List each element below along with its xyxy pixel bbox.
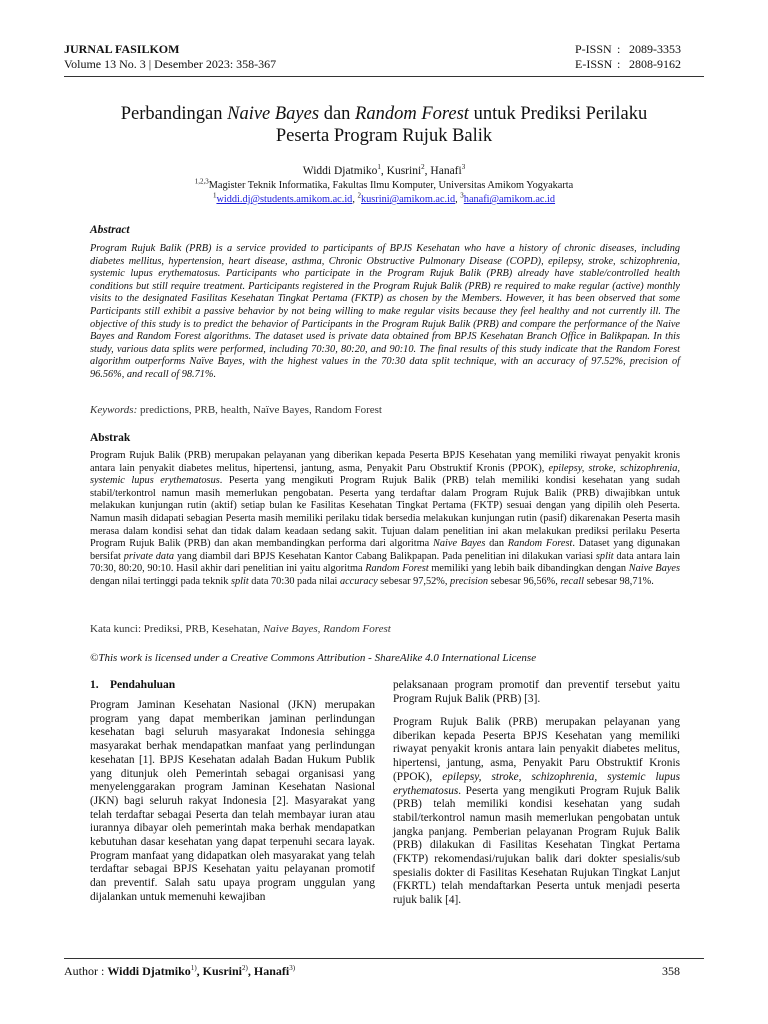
keywords-id (90, 623, 680, 636)
intro-left-column: Program Jaminan Kesehatan Nasional (JKN) merupakan program yang dapat memberikan jaminan perlindungan kesehatan bagi seluruh masyarakat Indonesia sehingga masyarakat berhak mendapatkan manfaat yang perlindungan kesehatan [1]. BPJS Kesehatan adalah Badan Hukum Publik yang ditunjuk oleh Pemerintah sebagai organisasi yang menyelenggarakan program Jaminan Kesehatan Nasional (JKN) bagi seluruh rakyat Indonesia [2]. Masyarakat yang telah terdaftar sebagai Peserta dan telah membayar iuran atau iurannya dibayar oleh pemerintah maka berhak mendapatkan kebutuhan dasar kesehatan yang dapat terpenuhi secara layak. Program manfaat yang didapatkan oleh masyarakat yang telah terdaftar sebagai BPJS Kesehatan yaitu pelayanan promotif dan preventif. Salah satu upaya program unggulan yang dijalankan untuk memenuhi kewajiban (90, 699, 375, 903)
author-list (64, 164, 704, 178)
abstrak-text: accuracy (339, 575, 378, 587)
author-sup: 2 (421, 163, 425, 172)
abstrak-text: private data (123, 550, 175, 562)
intro-heading (90, 679, 175, 691)
abstrak-text: dan (485, 538, 508, 550)
footer-author: , Hanafi (247, 964, 290, 978)
title-part: Random Forest (355, 104, 469, 124)
paper-title (64, 103, 704, 147)
affiliation (64, 179, 704, 192)
intro-right-para-1: pelaksanaan program promotif dan preventif tersebut yaitu Program Rujuk Balik (PRB) [3]. (393, 679, 680, 705)
abstract-heading: Abstract (90, 224, 130, 236)
abstrak-text: data 70:30 pada nilai (248, 575, 340, 587)
footer-divider (64, 958, 704, 959)
footer-author-label: Author : (64, 964, 108, 978)
footer-author: Widdi Djatmiko (107, 964, 191, 978)
abstrak-text: . Dataset yang digunakan bersifat (90, 538, 680, 562)
page-number: 358 (662, 964, 680, 978)
pissn-colon: : (617, 42, 621, 56)
abstrak-text: Random Forest (365, 563, 429, 575)
intro-text: epilepsy, stroke, schizophrenia, systemic lupus erythematosus (393, 770, 680, 797)
keywords-en (90, 404, 680, 417)
footer-sup: 3) (289, 964, 296, 972)
section-number: 1. (90, 679, 99, 691)
author-sup: 1 (377, 163, 381, 172)
email-sup: 3 (460, 191, 464, 200)
abstrak-text: memiliki yang lebih baik dibandingkan dengan (428, 563, 629, 575)
email-link-2[interactable]: kusrini@amikom.ac.id (361, 194, 456, 205)
email-sup: 2 (357, 191, 361, 200)
abstrak-text: Naive Bayes (433, 538, 486, 550)
section-title: Pendahuluan (110, 679, 176, 691)
license-notice: ©This work is licensed under a Creative Commons Attribution - ShareAlike 4.0 International License (90, 652, 537, 664)
eissn-value: 2808-9162 (629, 57, 681, 71)
title-part: untuk Prediksi Perilaku (468, 104, 648, 124)
journal-header (64, 42, 276, 72)
abstrak-text: sebesar 98,71%. (584, 575, 654, 587)
pissn-label: P-ISSN (575, 42, 612, 56)
keywords-text: predictions, PRB, health, Naïve Bayes, Random Forest (140, 404, 382, 416)
abstrak-text: yang diambil dari BPJS Kesehatan Kantor Cabang Balikpapan. Pada penelitian ini dilakukan variasi (174, 550, 596, 562)
footer-authors (64, 964, 295, 979)
intro-text: . Peserta yang mengikuti Program Rujuk Balik (PRB) telah memiliki kondisi kesehatan yang sudah stabil/terkontrol namun masih memerlukan pengobatan untuk jangka panjang. Pemberian pelayanan Program Rujuk Balik (PRB) dilakukan di Fasilitas Kesehatan Tingkat Pertama (FKTP) rekomendasi/rujukan balik dari dokter spesialis/sub spesialis dokter di Fasilitas Kesehatan Rujukan Tingkat Lanjut (FKRTL) telah mendaftarkan Peserta untuk menjadi peserta rujuk balik [4]. (393, 784, 680, 907)
journal-name: JURNAL FASILKOM (64, 42, 180, 56)
abstrak-text: sebesar 96,56%, (488, 575, 561, 587)
kata-kunci-text: Prediksi, PRB, Kesehatan, (143, 623, 263, 635)
abstrak-text: Random Forest (507, 538, 573, 550)
title-part: Perbandingan (120, 104, 228, 124)
pissn-value: 2089-3353 (629, 42, 681, 56)
abstrak-text: recall (560, 575, 584, 587)
abstrak-text: split (595, 550, 614, 562)
intro-right-para-2 (393, 716, 680, 908)
author-name: , Hanafi (424, 165, 462, 177)
title-part: Naive Bayes (227, 104, 320, 124)
footer-sup: 2) (242, 964, 248, 972)
eissn-label: E-ISSN (575, 57, 613, 71)
issn-block (575, 42, 681, 72)
email-link-1[interactable]: widdi.dj@students.amikom.ac.id (216, 194, 353, 205)
abstrak-text: dengan nilai tertinggi pada teknik (90, 575, 231, 587)
email-sup: 1 (212, 191, 217, 200)
header-divider (64, 76, 704, 77)
eissn-colon: : (617, 57, 621, 71)
intro-text: Program Rujuk Balik (PRB) merupakan pelayanan yang diberikan kepada Peserta BPJS Kesehatan yang memiliki riwayat penyakit kronis antara lain penyakit diabetes melitus, hipertensi, jantung, asma, Penyakit Paru Obstruktif Kronis (PPOK), (393, 716, 680, 783)
affil-sup: 1,2,3 (194, 177, 209, 186)
email-sep: , (455, 194, 461, 205)
abstrak-text: Naive Bayes (628, 563, 680, 575)
author-sup: 3 (461, 163, 466, 172)
abstrak-text: sebesar 97,52%, (377, 575, 451, 587)
email-sep: , (352, 194, 358, 205)
abstrak-text: split (230, 575, 249, 587)
email-link-3[interactable]: hanafi@amikom.ac.id (463, 194, 556, 205)
affiliation-text: Magister Teknik Informatika, Fakultas Ilmu Komputer, Universitas Amikom Yogyakarta (208, 180, 574, 191)
abstrak-body (90, 450, 680, 589)
abstrak-text: data antara lain 70:30, 80:20, 90:10. Hasil akhir dari penelitian ini yaitu algoritma (90, 550, 680, 575)
keywords-label: Keywords: (90, 404, 141, 416)
title-part: dan (319, 104, 356, 124)
kata-kunci-label: Kata kunci: (90, 623, 144, 635)
kata-kunci-text: Naive Bayes, Random Forest (262, 623, 391, 635)
email-list (64, 193, 704, 206)
abstrak-text: epilepsy, stroke, schizophrenia, systemic lupus erythematosus (90, 462, 680, 487)
abstract-body: Program Rujuk Balik (PRB) is a service provided to participants of BPJS Kesehatan who have a history of chronic diseases, including diabetes mellitus, hypertension, heart disease, asthma, Chronic Obstructive Pulmonary Disease (COPD), epilepsy, stroke, schizophrenia, systemic lupus erythematosus. Participants who participate in the Program Rujuk Balik (PRB) already have stable/controlled health conditions but still require treatment. Participants registered in the Program Rujuk Balik (PRB) re required to make regular (active) monthly visits to the designated Fasilitas Kesehatan Tingkat Pertama (FKTP) as chosen by the Members. However, it has been observed that some Participants still exhibit a passive behavior by not being willing to make regular visits because they feel healthy and not currently ill. The objective of this study is to predict the behavior of Participants in the Program Rujuk Balik (PRB) and compare the performance of the Naive Bayes and Random Forest algorithms. The dataset used is private data obtained from BPJS Kesehatan Branch Office in Balikpapan. In this study, various data splits were performed, including 70:30, 80:20, and 90:10. The final results of this study indicate that the Random Forest algorithm outperforms Naïve Bayes, with the highest values in the 70:30 data split technique, with an accuracy of 97.52%, precision of 96.56%, and recall of 98.71%. (90, 243, 680, 380)
journal-volume: Volume 13 No. 3 | Desember 2023: 358-367 (64, 57, 277, 71)
footer-author: , Kusrini (196, 964, 243, 978)
footer-sup: 1) (190, 964, 197, 972)
author-name: Widdi Djatmiko (302, 165, 378, 177)
author-name: , Kusrini (380, 165, 422, 177)
abstrak-heading: Abstrak (90, 432, 131, 444)
abstrak-text: . Peserta yang mengikuti Program Rujuk Balik (PRB) telah memiliki kondisi kesehatan yang sudah stabil/terkontrol namun masih memerlukan pengobatan. Peserta yang terdaftar dalam Program Rujuk Balik (PRB) diwajibkan untuk melakukan kunjungan rutin (aktif) setiap bulan ke Fasilitas Kesehatan Tingkat Pertama (FKTP) sesuai dengan yang dipilih oleh Peserta. Namun masih didapati sebagian Peserta masih memiliki perilaku tidak bersedia melakukan kunjungan rutin (pasif) dikarenakan Peserta masih merasa dalam kondisi sehat dan tidak dalam keadaan sedang sakit. Tujuan dalam penelitian ini akan melakukan prediksi perilaku Peserta Program Rujuk Balik (PRB) dan akan membandingkan performa dari algoritma (90, 475, 680, 550)
title-line-2: Peserta Program Rujuk Balik (275, 126, 493, 146)
abstrak-text: Program Rujuk Balik (PRB) merupakan pelayanan yang diberikan kepada Peserta BPJS Kesehatan yang memiliki riwayat penyakit kronis antara lain penyakit diabetes melitus, hipertensi, jantung, asma, Penyakit Paru Obstruktif Kronis (PPOK), (90, 450, 680, 474)
abstrak-text: precision (450, 575, 488, 587)
